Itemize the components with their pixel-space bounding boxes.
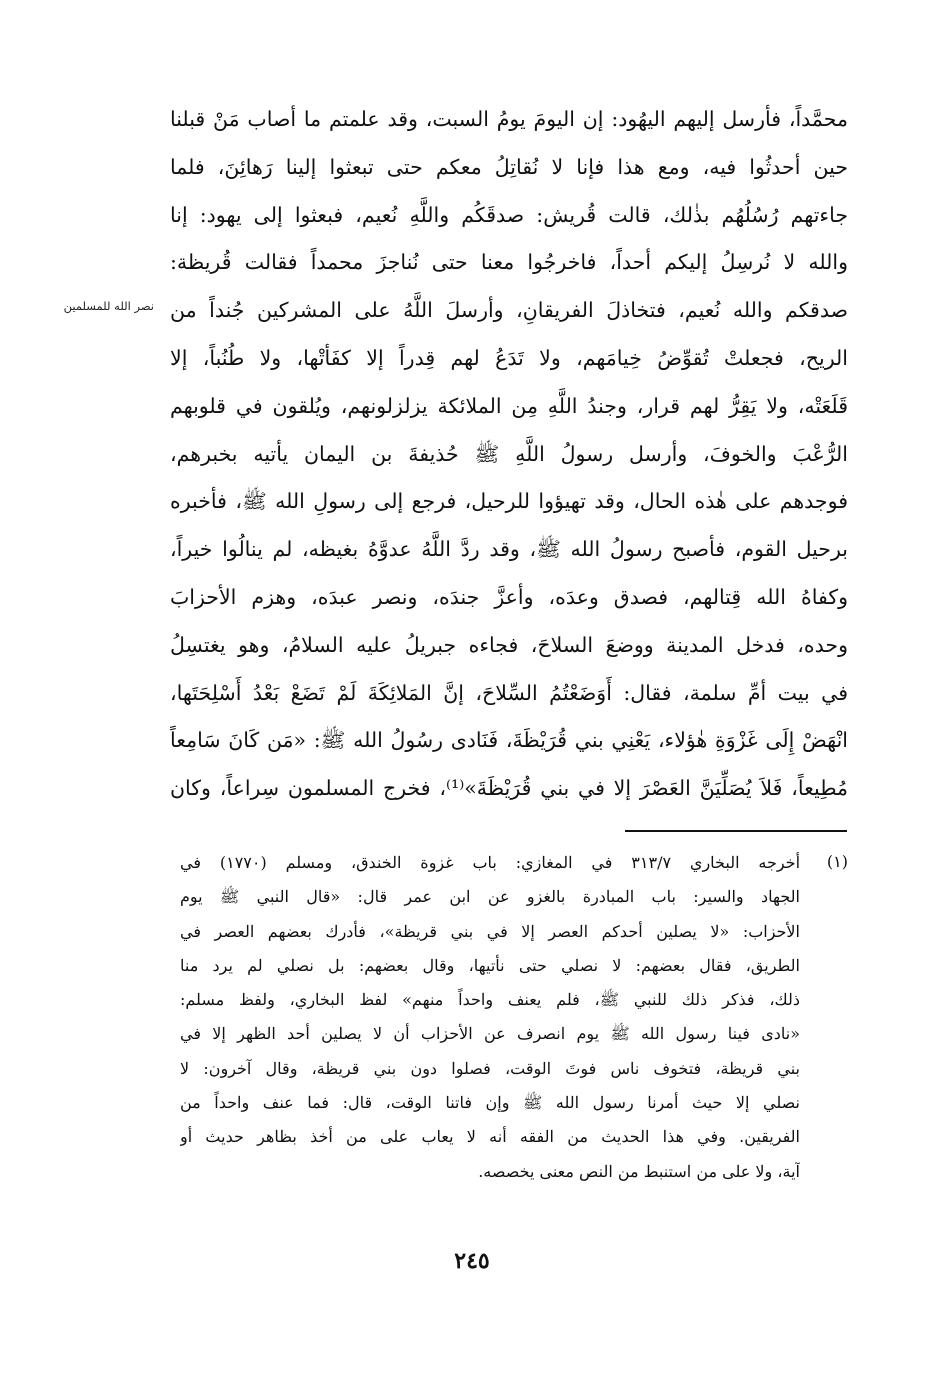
page-number: ٢٤٥ <box>454 1248 490 1274</box>
main-text-line: وكفاهُ الله قِتالهم، فصدق وعدَه، وأعزَّ جندَه، ونصر عبدَه، وهزم الأحزابَ <box>170 584 848 609</box>
footnote-separator <box>625 830 847 832</box>
main-text-line: محمَّداً، فأرسل إليهم اليهُود: إن اليومَ يومُ السبت، وقد علمتم ما أصاب مَنْ قبلنا <box>170 107 848 131</box>
footnote-marker: (١) <box>826 852 848 871</box>
footnote-line: بني قريظة، فتخوف ناس فوتَ الوقت، فصلوا دون بني قريظة، وقال آخرون: لا <box>180 1058 800 1078</box>
footnote-line: نصلي إلا حيث أمرنا رسول الله ﷺ وإن فاتنا الوقت، قال: فما عنف واحداً من <box>180 1093 800 1113</box>
main-text <box>170 96 848 813</box>
main-text-line: الريح، فجعلتْ تُقوِّضُ خِيامَهم، ولا تَدَعُ لهم قِدراً إلا كفَأتْها، ولا طُنُباً، إلا <box>170 345 848 370</box>
main-text-line: في بيت أمِّ سلمة، فقال: أَوَضَعْتُمُ السِّلاحَ، إنَّ المَلائِكَةَ لَمْ تَضَعْ بَعْدُ أَسْلِحَتَها، <box>170 680 848 705</box>
main-text-line: والله لا نُرسِلُ إليكم أحداً، فاخرجُوا معنا حتى نُناجزَ محمداً فقالت قُريظة: <box>170 250 848 275</box>
footnote-line: آية، ولا على من استنبط من النص معنى يخصصه. <box>478 1161 800 1181</box>
main-text-line: جاءتهم رُسُلُهُم بذٰلك، قالت قُريش: صدقَكُم واللَّهِ نُعيم، فبعثوا إلى يهود: إنا <box>170 202 848 227</box>
margin-note: نصر الله للمسلمين <box>63 299 154 313</box>
footnote-line: الجهاد والسير: باب المبادرة بالغزو عن ابن عمر قال: «قال النبي ﷺ يوم <box>180 887 800 907</box>
footnote <box>180 846 848 1189</box>
footnote-line: الطريق، فقال بعضهم: لا نصلي حتى نأتيها، وقال بعضهم: بل نصلي لم يرد منا <box>180 955 800 975</box>
footnote-line: الفريقين. وفي هذا الحديث من الفقه أنه لا يعاب على من أخذ بظاهر حديث أو <box>180 1127 800 1147</box>
main-text-line: انْهَضْ إِلَى غَزْوَةِ هٰؤلاء، يَعْنِي بني قُرَيْظَةَ، فَنَادى رسُولُ الله ﷺ: «مَن كَانَ سَامِعاً <box>170 728 848 753</box>
main-text-line: وحده، فدخل المدينة ووضعَ السلاحَ، فجاءه جبريلُ عليه السلامُ، وهو يغتسِلُ <box>170 632 848 657</box>
main-text-line: صدقكم والله نُعيم، فتخاذلَ الفريقانِ، وأرسلَ اللَّهُ على المشركين جُنداً من <box>170 298 848 323</box>
footnote-body <box>180 846 800 1189</box>
footnote-line: ذلك، فذكر ذلك للنبي ﷺ، فلم يعنف واحداً منهم» لفظ البخاري، ولفظ مسلم: <box>180 990 800 1010</box>
footnote-line: أخرجه البخاري ٣١٣/٧ في المغازي: باب غزوة الخندق، ومسلم (١٧٧٠) في <box>180 853 800 872</box>
main-text-line: برحيل القوم، فأصبح رسولُ الله ﷺ، وقد ردَّ اللَّهُ عدوَّهُ بغيظه، لم ينالُوا خيراً، <box>170 537 848 562</box>
main-text-line: مُطِيعاً، فَلاَ يُصَلِّيَنَّ العَصْرَ إلا في بني قُرَيْظَةَ»⁽¹⁾، فخرج المسلمون سِراعاً، وكان <box>170 776 848 801</box>
footnote-line: «نادى فينا رسول الله ﷺ يوم انصرف عن الأحزاب أن لا يصلين أحد الظهر إلا في <box>180 1024 800 1044</box>
main-text-line: الرُّعْبَ والخوفَ، وأرسل رسولُ اللَّهِ ﷺ حُذيفةَ بن اليمان يأتيه بخبرهم، <box>170 441 848 466</box>
footnote-line: الأحزاب: «لا يصلين أحدكم العصر إلا في بني قريظة»، فأدرك بعضهم العصر في <box>180 921 800 941</box>
main-text-line: فوجدهم على هٰذه الحال، وقد تهيؤوا للرحيل، فرجع إلى رسولِ الله ﷺ، فأخبره <box>170 489 848 514</box>
main-text-line: قَلَعَتْه، ولا يَقِرُّ لهم قرار، وجندُ اللَّهِ مِن الملائكة يزلزلونهم، ويُلقون في قلوبهم <box>170 393 848 418</box>
main-text-line: حين أحدثُوا فيه، ومع هذا فإنا لا نُقاتِلُ معكم حتى تبعثوا إلينا رَهائِنَ، فلما <box>170 154 848 179</box>
